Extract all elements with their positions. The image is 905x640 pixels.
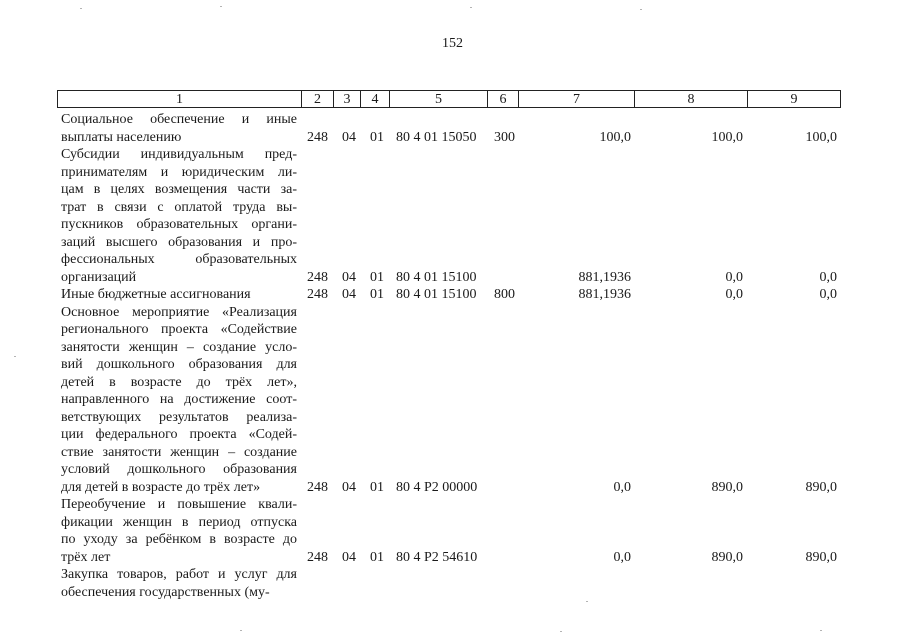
description-line: обеспечения государственных (му- xyxy=(61,584,270,600)
cell-c5: 80 4 01 15100 xyxy=(396,287,477,302)
cell-c2: 248 xyxy=(307,287,328,302)
scan-speck xyxy=(586,601,588,602)
scan-speck xyxy=(470,7,472,8)
scan-speck xyxy=(640,9,642,10)
description-line: занятости женщин – создание усло- xyxy=(61,339,297,355)
cell-c9: 0,0 xyxy=(819,269,837,285)
header-col-6: 6 xyxy=(488,91,519,107)
description-line: выплаты населению xyxy=(61,129,182,145)
cell-c7: 881,1936 xyxy=(578,269,631,285)
description-line: для детей в возрасте до трёх лет» xyxy=(61,479,261,495)
header-col-5: 5 xyxy=(390,91,488,107)
cell-c4: 01 xyxy=(370,549,384,565)
header-col-4: 4 xyxy=(361,91,390,107)
description-line: принимателям и юридическим ли- xyxy=(61,164,297,180)
description-line: фессиональных образовательных xyxy=(61,252,297,267)
cell-c7: 0,0 xyxy=(613,479,631,495)
row-description xyxy=(61,304,297,497)
scan-speck xyxy=(220,6,222,7)
description-line: организаций xyxy=(61,269,137,285)
cell-c3: 04 xyxy=(342,549,356,565)
cell-c8: 100,0 xyxy=(711,129,743,145)
description-line: трат в связи с оплатой труда вы- xyxy=(61,199,297,215)
description-line: направленного на достижение соот- xyxy=(61,392,297,407)
header-col-1: 1 xyxy=(58,91,302,107)
header-col-9: 9 xyxy=(790,92,798,107)
description-line: фикации женщин в период отпуска xyxy=(61,514,297,530)
header-col-8: 8 xyxy=(635,91,748,107)
description-line: детей в возрасте до трёх лет», xyxy=(61,374,297,390)
description-line: Основное мероприятие «Реализация xyxy=(61,304,297,320)
cell-c7: 881,1936 xyxy=(578,287,631,302)
cell-c2: 248 xyxy=(307,129,328,145)
cell-c3: 04 xyxy=(342,479,356,495)
description-line: ции федерального проекта «Содей- xyxy=(61,427,297,442)
cell-c8: 0,0 xyxy=(725,287,743,302)
cell-c3: 04 xyxy=(342,129,356,145)
description-line: заций высшего образования и про- xyxy=(61,234,297,250)
page-number: 152 xyxy=(442,36,463,51)
description-line: Переобучение и повышение квали- xyxy=(61,497,297,512)
description-line: Закупка товаров, работ и услуг для xyxy=(61,567,297,582)
description-line: Иные бюджетные ассигнования xyxy=(61,287,251,302)
cell-c2: 248 xyxy=(307,479,328,495)
header-col-3: 3 xyxy=(334,91,361,107)
table-header xyxy=(57,90,841,108)
description-line: цам в целях возмещения части за- xyxy=(61,182,297,197)
cell-c9: 890,0 xyxy=(805,479,837,495)
cell-c3: 04 xyxy=(342,287,356,302)
scan-speck xyxy=(240,630,242,631)
cell-c5: 80 4 01 15100 xyxy=(396,269,477,285)
cell-c5: 80 4 P2 00000 xyxy=(396,479,478,495)
cell-c9: 100,0 xyxy=(805,129,837,145)
cell-c6: 800 xyxy=(494,287,515,302)
cell-c4: 01 xyxy=(370,287,384,302)
cell-c5: 80 4 01 15050 xyxy=(396,129,477,145)
row-description xyxy=(61,496,297,566)
description-line: трёх лет xyxy=(61,549,111,565)
cell-c6: 300 xyxy=(494,129,515,145)
cell-c3: 04 xyxy=(342,269,356,285)
description-line: ветствующих результатов реализа- xyxy=(61,409,297,425)
scan-speck xyxy=(14,356,16,357)
description-line: пускников образовательных органи- xyxy=(61,217,297,232)
cell-c9: 890,0 xyxy=(805,549,837,565)
scan-speck xyxy=(820,630,822,631)
scan-speck xyxy=(80,8,82,9)
cell-c9: 0,0 xyxy=(819,287,837,302)
cell-c8: 890,0 xyxy=(711,549,743,565)
row-description xyxy=(61,111,297,146)
scan-speck xyxy=(560,631,562,632)
cell-c8: 890,0 xyxy=(711,479,743,495)
description-line: регионального проекта «Содействие xyxy=(61,322,297,337)
description-line: Социальное обеспечение и иные xyxy=(61,112,297,127)
cell-c2: 248 xyxy=(307,549,328,565)
cell-c8: 0,0 xyxy=(725,269,743,285)
cell-c7: 0,0 xyxy=(613,549,631,565)
description-line: ствие занятости женщин – создание xyxy=(61,444,297,460)
description-line: Субсидии индивидуальным пред- xyxy=(61,147,297,162)
header-col-2: 2 xyxy=(302,91,334,107)
row-description xyxy=(61,566,297,601)
cell-c5: 80 4 P2 54610 xyxy=(396,549,478,565)
cell-c4: 01 xyxy=(370,129,384,145)
cell-c7: 100,0 xyxy=(599,129,631,145)
cell-c4: 01 xyxy=(370,269,384,285)
description-line: условий дошкольного образования xyxy=(61,462,297,477)
cell-c2: 248 xyxy=(307,269,328,285)
description-line: по уходу за ребёнком в возрасте до xyxy=(61,532,297,547)
row-description xyxy=(61,146,297,286)
cell-c4: 01 xyxy=(370,479,384,495)
description-line: вий дошкольного образования для xyxy=(61,357,297,372)
row-description xyxy=(61,286,297,304)
header-col-7: 7 xyxy=(519,91,635,107)
